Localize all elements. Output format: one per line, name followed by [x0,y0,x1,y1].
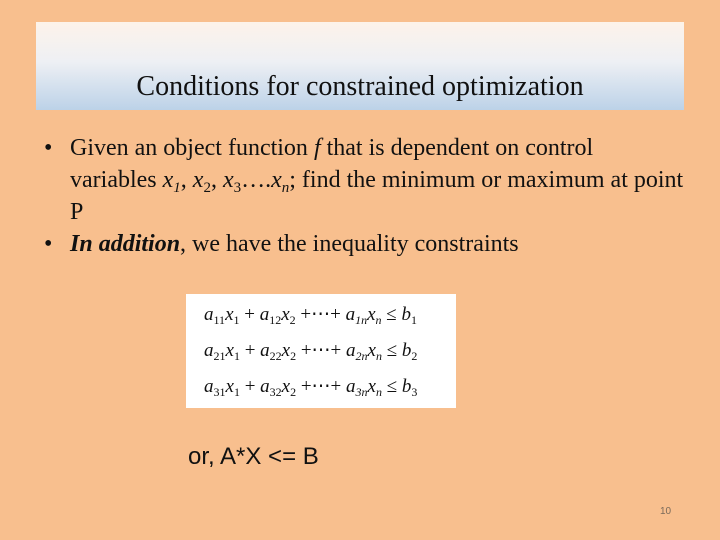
var-symbol: x [225,340,234,361]
var-symbol: x [367,304,376,325]
coef-symbol: a [260,376,270,397]
emphasis-text: In addition [70,231,181,257]
bullet-dot: • [44,135,53,161]
coef-symbol: a [260,340,270,361]
var-subscript: n [281,180,290,196]
coef-symbol: a [204,376,214,397]
var-symbol: x [281,340,291,361]
plus-sign: + [244,376,256,397]
separator: , [210,167,223,193]
bullet-text: ; find the minimum or maximum at point P [70,167,684,225]
coef-subscript: 12 [269,313,282,327]
ellipsis: …. [241,167,272,193]
rhs-subscript: 3 [411,385,418,399]
coef-subscript: 2n [355,349,368,363]
rhs-symbol: b [401,304,411,325]
bullet-text: Given an object function [70,135,314,161]
rhs-subscript: 1 [410,313,417,327]
plus-sign: + [244,304,255,325]
plus-dots: +⋯+ [300,376,342,397]
var-subscript: 2 [290,349,297,363]
bullet-objective [44,132,684,228]
coef-subscript: 3n [355,385,368,399]
coef-symbol: a [204,304,214,325]
bullet-text: , we have the inequality constraints [180,231,519,257]
var-symbol: x [225,376,234,397]
coef-symbol: a [346,340,356,361]
rhs-symbol: b [401,340,412,361]
coef-subscript: 32 [269,385,282,399]
coef-symbol: a [204,340,214,361]
bullet-text: that is dependent on control variables [70,135,594,193]
coef-subscript: 21 [213,349,226,363]
var-symbol: x [222,167,234,193]
page-number: 10 [660,506,672,517]
var-symbol: x [367,340,376,361]
constraint-row-3 [204,372,417,402]
bullet-constraints [44,228,684,260]
bullet-list [44,132,684,260]
var-symbol: x [271,167,282,193]
var-subscript: 2 [203,180,211,196]
var-subscript: 1 [173,180,181,196]
coef-symbol: a [346,376,356,397]
var-symbol: x [367,376,376,397]
var-subscript: 1 [233,313,240,327]
coef-subscript: 11 [213,313,226,327]
var-subscript: n [375,313,382,327]
plus-dots: +⋯+ [300,304,341,325]
bullet-dot: • [44,231,53,257]
var-symbol: x [281,376,291,397]
separator: , [180,167,193,193]
var-symbol: x [162,167,174,193]
leq-sign: ≤ [386,376,398,397]
var-subscript: 1 [233,385,240,399]
leq-sign: ≤ [386,340,398,361]
constraint-row-1 [204,300,417,330]
var-symbol: x [192,167,204,193]
coef-subscript: 22 [269,349,282,363]
var-subscript: 3 [233,180,242,196]
constraint-row-2 [204,336,417,366]
slide-title: Conditions for constrained optimization [136,71,584,102]
coef-symbol: a [259,304,270,325]
var-subscript: n [375,385,382,399]
function-symbol: f [313,135,321,161]
leq-sign: ≤ [386,304,397,325]
matrix-form-text: or, A*X <= B [188,443,319,470]
var-symbol: x [225,304,234,325]
rhs-subscript: 2 [411,349,418,363]
plus-dots: +⋯+ [300,340,342,361]
coef-subscript: 1n [355,313,368,327]
var-symbol: x [281,304,290,325]
var-subscript: 2 [289,313,296,327]
coef-subscript: 31 [213,385,226,399]
var-subscript: n [375,349,382,363]
coef-symbol: a [345,304,356,325]
rhs-symbol: b [401,376,412,397]
var-subscript: 1 [233,349,240,363]
plus-sign: + [244,340,256,361]
constraint-equations-image [186,294,456,408]
var-subscript: 2 [290,385,297,399]
